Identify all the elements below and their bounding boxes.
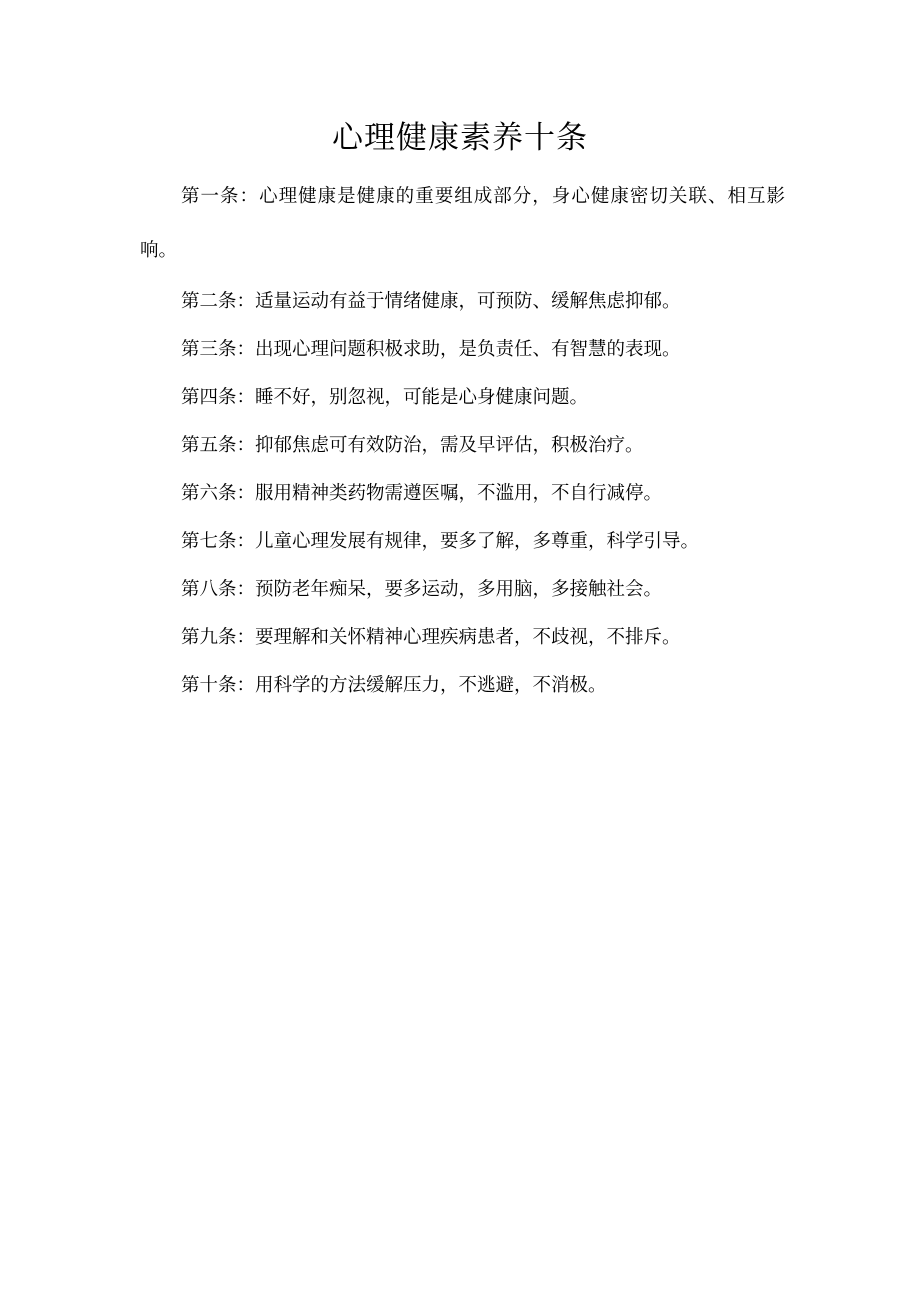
article-list [140, 170, 785, 710]
article-10: 第十条：用科学的方法缓解压力，不逃避，不消极。 [181, 675, 607, 696]
article-5: 第五条：抑郁焦虑可有效防治，需及早评估，积极治疗。 [181, 435, 644, 456]
article-7: 第七条：儿童心理发展有规律，要多了解，多尊重，科学引导。 [181, 531, 700, 552]
article-3: 第三条：出现心理问题积极求助，是负责任、有智慧的表现。 [181, 339, 681, 360]
article-9: 第九条：要理解和关怀精神心理疾病患者，不歧视，不排斥。 [181, 627, 681, 648]
article-4: 第四条：睡不好，别忽视，可能是心身健康问题。 [181, 387, 589, 408]
article-6: 第六条：服用精神类药物需遵医嘱，不滥用，不自行减停。 [181, 483, 663, 504]
article-8: 第八条：预防老年痴呆，要多运动，多用脑，多接触社会。 [181, 579, 663, 600]
page-title: 心理健康素养十条 [332, 120, 588, 156]
article-1: 第一条：心理健康是健康的重要组成部分，身心健康密切关联、相互影响。 [140, 186, 785, 261]
article-2: 第二条：适量运动有益于情绪健康，可预防、缓解焦虑抑郁。 [181, 291, 681, 312]
